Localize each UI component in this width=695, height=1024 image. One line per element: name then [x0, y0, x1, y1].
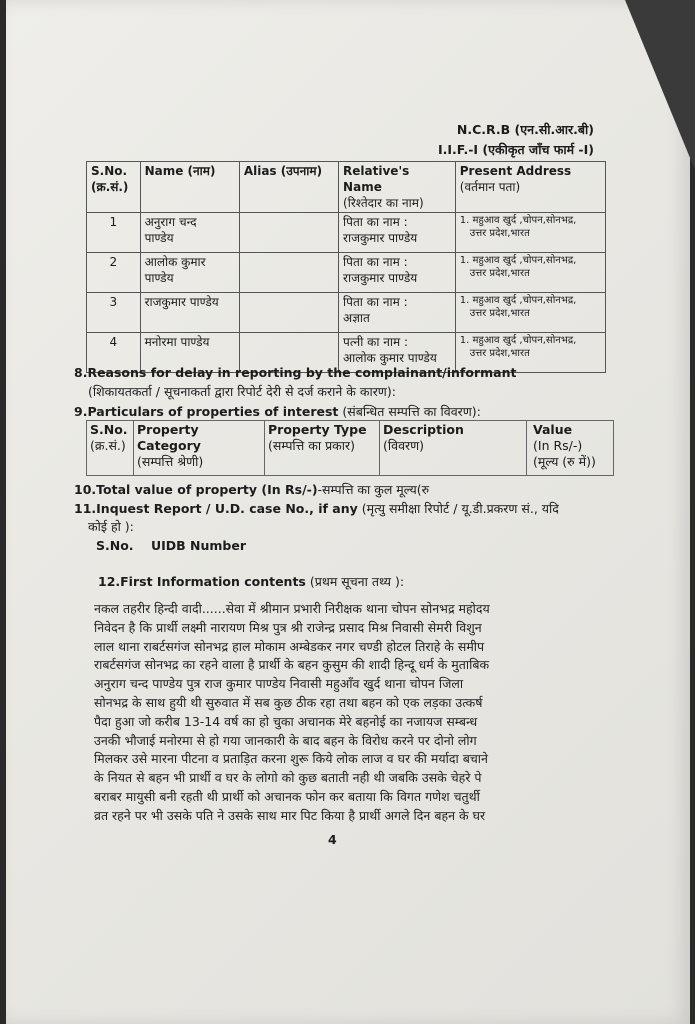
- prop-col-category-label2: Category: [137, 438, 201, 453]
- table-row: [87, 213, 606, 253]
- section-10-title-en: 10.Total value of property (In Rs/-): [74, 482, 318, 497]
- prop-col-value-label: Value: [533, 422, 573, 437]
- document-page: [6, 0, 690, 1024]
- prop-col-value: [527, 421, 614, 476]
- property-table-header: [87, 421, 614, 476]
- page-number: 4: [328, 832, 337, 847]
- col-address: [455, 162, 605, 213]
- section-8-title: [74, 365, 516, 380]
- fir-line: मिलकर उसे मारना पीटना व प्रताड़ित करना शुरू किये लोक लाज व घर की मर्यादा बचाने: [94, 751, 488, 767]
- prop-col-sno-label: S.No.: [90, 422, 128, 437]
- fir-line: सोनभद्र के साथ हुयी थी सुरुवात में सब कुछ ठीक रहा तथा बहन को एक लड़का उत्कर्ष: [94, 694, 483, 710]
- section-8-title-en: 8.Reasons for delay in reporting by the complainant/informant: [74, 365, 517, 380]
- table-row: [87, 253, 606, 293]
- prop-col-category: [134, 421, 265, 476]
- section-10-title: [74, 481, 429, 498]
- accused-table-header: [87, 162, 606, 213]
- col-name: [140, 162, 239, 213]
- section-11-title-hi: (मृत्यु समीक्षा रिपोर्ट / यू.डी.प्रकरण सं., यदि: [361, 501, 559, 516]
- row-relative: [339, 253, 456, 293]
- prop-col-type-label: Property Type: [268, 422, 367, 437]
- accused-table: [86, 161, 606, 373]
- row-address-line2: उत्तर प्रदेश,भारत: [469, 348, 530, 359]
- row-relative-line2: राजकुमार पाण्डेय: [343, 271, 418, 285]
- col-alias: [239, 162, 338, 213]
- row-sno: 1: [87, 213, 141, 253]
- row-address-line2: उत्तर प्रदेश,भारत: [469, 228, 530, 239]
- row-address-line2: उत्तर प्रदेश,भारत: [469, 308, 530, 319]
- row-name-line1: आलोक कुमार: [144, 255, 206, 269]
- col-relative-label: Relative's Name: [343, 164, 410, 194]
- row-relative-line2: राजकुमार पाण्डेय: [343, 231, 418, 245]
- fir-line: राबर्टसगंज सोनभद्र का रहने वाला है प्रार्थी के बहन कुसुम की शादी हिन्दू धर्म के मुताबिक: [94, 657, 490, 673]
- col-sno-label: S.No.: [91, 164, 128, 178]
- col-address-label: Present Address: [459, 164, 572, 178]
- prop-col-description: [380, 421, 527, 476]
- prop-col-sno: [87, 421, 134, 476]
- row-sno: 3: [87, 293, 141, 333]
- row-name-line2: पाण्डेय: [144, 231, 174, 245]
- row-address-line1: 1. महुआव खुर्द ,चोपन,सोनभद्र,: [459, 255, 577, 266]
- property-table: [86, 420, 614, 476]
- row-name-line1: मनोरमा पाण्डेय: [144, 335, 210, 349]
- prop-col-description-label: Description: [383, 422, 464, 437]
- section-11-title-hi-cont: कोई हो ):: [88, 519, 134, 534]
- row-relative: [339, 293, 456, 333]
- fir-line: अनुराग चन्द पाण्डेय पुत्र राज कुमार पाण्डेय निवासी महुआँव खुर्द थाना चोपन जिला: [94, 676, 464, 692]
- prop-col-type-label-hi: (सम्पत्ति का प्रकार): [268, 438, 356, 453]
- col-sno-label-hi: (क्र.सं.): [91, 180, 129, 194]
- table-row: [87, 293, 606, 333]
- row-relative: [339, 213, 456, 253]
- col-alias-label: Alias (उपनाम): [243, 164, 323, 178]
- row-relative-line1: पिता का नाम :: [343, 215, 408, 229]
- fir-line: पैदा हुआ जो करीब 13-14 वर्ष का हो चुका अचानक मेरे बहनोई का नजायज सम्बन्ध: [94, 713, 478, 729]
- row-address-line1: 1. महुआव खुर्द ,चोपन,सोनभद्र,: [459, 295, 577, 306]
- col-address-label-hi: (वर्तमान पता): [459, 180, 521, 194]
- section-12-title-hi: (प्रथम सूचना तथ्य ):: [309, 574, 405, 589]
- prop-col-category-label-hi: (सम्पत्ति श्रेणी): [137, 454, 204, 469]
- row-sno: 2: [87, 253, 141, 293]
- prop-col-sno-label-hi: (क्र.सं.): [90, 438, 126, 453]
- row-relative-line1: पत्नी का नाम :: [343, 335, 409, 349]
- row-address: [455, 293, 605, 333]
- row-name: [140, 293, 239, 333]
- row-alias: [239, 293, 338, 333]
- row-alias: [239, 213, 338, 253]
- fir-line: लाल थाना राबर्टसगंज सोनभद्र हाल मोकाम अम्बेडकर नगर चण्डी होटल तिराहे के समीप: [94, 638, 485, 654]
- row-relative-line1: पिता का नाम :: [343, 255, 408, 269]
- col-sno: [87, 162, 141, 213]
- row-name-line2: पाण्डेय: [144, 271, 174, 285]
- col-relative-label-hi: (रिश्तेदार का नाम): [343, 196, 424, 210]
- first-information-text: [94, 600, 564, 826]
- row-address-line2: उत्तर प्रदेश,भारत: [469, 268, 530, 279]
- prop-col-value-label2: (In Rs/-): [533, 438, 583, 453]
- background-corner: [625, 0, 695, 170]
- fir-line: व्रत रहने पर भी उसके पति ने उसके साथ मार पिट किया है प्रार्थी अगले दिन बहन के घर: [94, 807, 486, 823]
- row-relative-line1: पिता का नाम :: [343, 295, 408, 309]
- section-10-title-hi: -सम्पत्ति का कुल मूल्य(रु: [317, 482, 430, 497]
- row-address: [455, 213, 605, 253]
- row-alias: [239, 253, 338, 293]
- form-header-iif: I.I.F.-I (एकीकृत जाँच फार्म -I): [437, 142, 594, 157]
- section-9-title: [74, 403, 481, 420]
- fir-line: नकल तहरीर हिन्दी वादी......सेवा में श्रीमान प्रभारी निरीक्षक थाना चोपन सोनभद्र महोदय: [94, 601, 490, 616]
- prop-col-value-label-hi: (मूल्य (रु में)): [533, 454, 596, 469]
- col-name-label: Name (नाम): [144, 164, 216, 178]
- row-name-line1: अनुराग चन्द: [144, 215, 197, 229]
- prop-col-type: [265, 421, 380, 476]
- inquest-uidb-label: UIDB Number: [150, 538, 247, 553]
- section-12-title-en: 12.First Information contents: [98, 574, 306, 589]
- row-name-line1: राजकुमार पाण्डेय: [144, 295, 219, 309]
- section-11-title-en: 11.Inquest Report / U.D. case No., if any: [74, 501, 358, 516]
- prop-col-description-label-hi: (विवरण): [383, 438, 425, 453]
- row-address-line1: 1. महुआव खुर्द ,चोपन,सोनभद्र,: [459, 215, 577, 226]
- prop-col-category-label: Property: [137, 422, 199, 437]
- row-address-line1: 1. महुआव खुर्द ,चोपन,सोनभद्र,: [459, 335, 577, 346]
- row-name: [140, 253, 239, 293]
- inquest-sno-label: S.No.: [96, 538, 134, 553]
- fir-line: के नियत से बहन भी प्रार्थी व घर के लोगो को कुछ बताती नही थी जबकि उसके चेहरे पे: [94, 770, 482, 786]
- fir-line: उनकी भौजाई मनोरमा से हो गया जानकारी के बाद बहन के विरोध करने पर दोनो लोग: [94, 732, 477, 748]
- section-9-title-en: 9.Particulars of properties of interest: [74, 404, 339, 419]
- fir-line: निवेदन है कि प्रार्थी लक्ष्मी नारायण मिश्र पुत्र श्री राजेन्द्र प्रसाद मिश्र निवासी सेमरी विशुन: [94, 619, 482, 635]
- fir-line: बराबर मायुसी बनी रहती थी प्रार्थी को अचानक फोन कर बताया कि विगत गणेश चतुर्थी: [94, 788, 480, 804]
- col-relative: [339, 162, 456, 213]
- inquest-labels: [96, 538, 246, 553]
- row-relative-line2: आलोक कुमार पाण्डेय: [343, 351, 437, 365]
- section-9-title-hi: (संबन्धित सम्पत्ति का विवरण):: [342, 404, 481, 419]
- form-header-ncrb: N.C.R.B (एन.सी.आर.बी): [456, 122, 594, 137]
- section-11-title: [74, 500, 559, 517]
- row-relative-line2: अज्ञात: [343, 311, 370, 325]
- section-8-title-hi: (शिकायतकर्ता / सूचनाकर्ता द्वारा रिपोर्ट देरी से दर्ज कराने के कारण):: [88, 384, 396, 399]
- section-12-title: [98, 573, 404, 590]
- row-name: [140, 213, 239, 253]
- row-sno: 4: [87, 333, 141, 373]
- row-address: [455, 253, 605, 293]
